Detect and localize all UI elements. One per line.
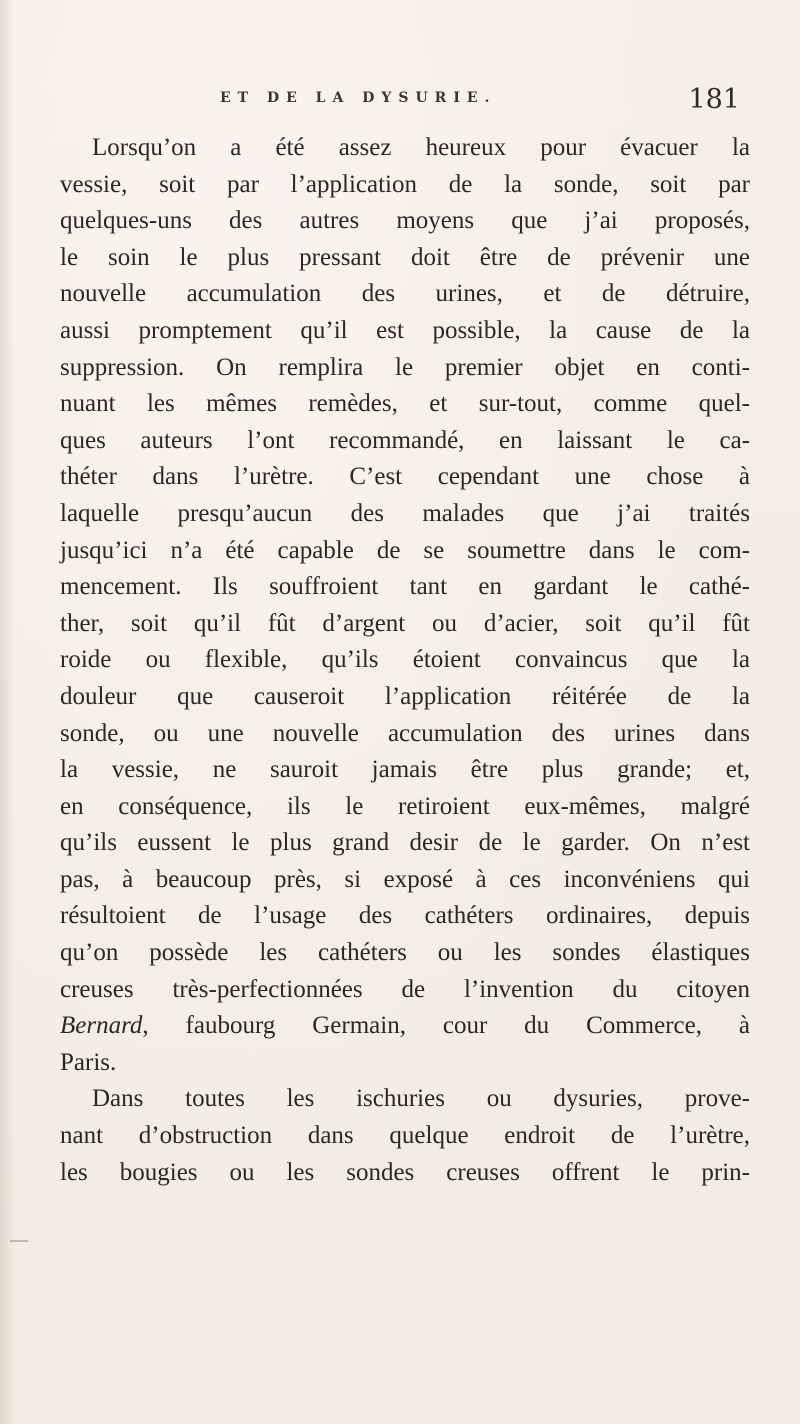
citoyen-name: Bernard [60, 1012, 143, 1040]
body-text [60, 130, 750, 1191]
text-line: pas, à beaucoup près, si exposé à ces inconvéniens qui [60, 865, 750, 893]
text-line: vessie, soit par l’application de la sonde, soit par [60, 170, 750, 198]
text-line: nant d’obstruction dans quelque endroit de l’urètre, [60, 1122, 750, 1150]
text-line: douleur que causeroit l’application réitérée de la [60, 682, 750, 710]
text-line: jusqu’ici n’a été capable de se soumettre dans le com- [60, 536, 750, 564]
text-line: quelques-uns des autres moyens que j’ai proposés, [60, 207, 750, 235]
text-line: mencement. Ils souffroient tant en gardant le cathé- [60, 573, 750, 601]
text-line: théter dans l’urètre. C’est cependant une chose à [60, 463, 750, 491]
text-line: laquelle presqu’aucun des malades que j’ai traités [60, 499, 750, 527]
text-line: la vessie, ne sauroit jamais être plus grande; et, [60, 756, 750, 784]
text-line: Paris. [60, 1048, 117, 1076]
text-line: nuant les mêmes remèdes, et sur-tout, comme quel- [60, 390, 750, 418]
text-line: ques auteurs l’ont recommandé, en laissant le ca- [60, 426, 750, 454]
text-line: aussi promptement qu’il est possible, la cause de la [60, 316, 750, 344]
page-number: 181 [688, 84, 740, 115]
text-line: ther, soit qu’il fût d’argent ou d’acier, soit qu’il fût [60, 609, 750, 637]
text-line: Dans toutes les ischuries ou dysuries, prove- [92, 1085, 750, 1113]
text-line: les bougies ou les sondes creuses offrent le prin- [60, 1158, 750, 1186]
text-line: roide ou flexible, qu’ils étoient convaincus que la [60, 646, 750, 674]
running-title: ET DE LA DYSURIE. [220, 90, 497, 106]
text-line [60, 1008, 750, 1045]
text-line: nouvelle accumulation des urines, et de détruire, [60, 280, 750, 308]
text-line: résultoient de l’usage des cathéters ordinaires, depuis [60, 902, 750, 930]
text-line: qu’on possède les cathéters ou les sondes élastiques [60, 939, 750, 967]
text-line: en conséquence, ils le retiroient eux-mêmes, malgré [60, 792, 750, 820]
text-line: qu’ils eussent le plus grand desir de le garder. On n’est [60, 829, 750, 857]
text-line: creuses très-perfectionnées de l’invention du citoyen [60, 975, 750, 1003]
text-line: Lorsqu’on a été assez heureux pour évacuer la [92, 134, 750, 161]
text-line: le soin le plus pressant doit être de prévenir une [60, 243, 750, 271]
page-header [220, 84, 740, 124]
page-gutter-shadow [0, 0, 14, 1424]
address-text: , faubourg Germain, cour du Commerce, à [142, 1012, 750, 1040]
margin-smudge [10, 1240, 28, 1242]
text-line: sonde, ou une nouvelle accumulation des urines dans [60, 719, 750, 747]
text-line: suppression. On remplira le premier objet en conti- [60, 353, 750, 381]
